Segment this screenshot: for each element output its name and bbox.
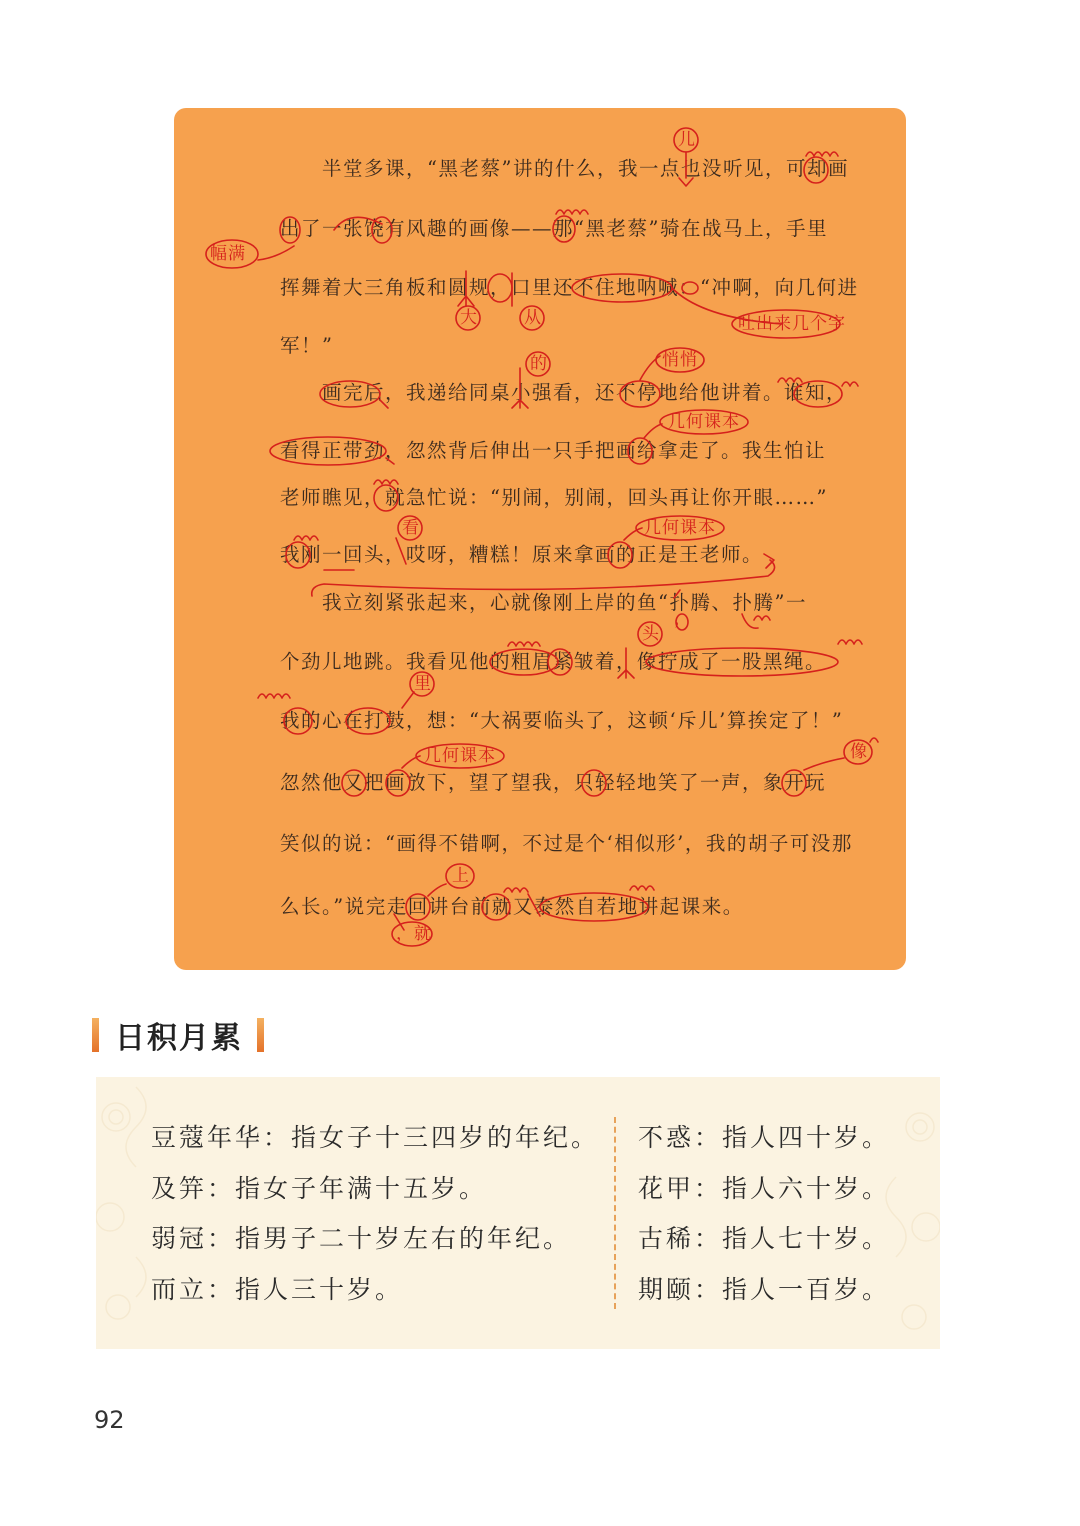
idiom-item: 不惑：指人四十岁。 [638,1123,891,1152]
essay-line-7: 老师瞧见，就急忙说：“别闹，别闹，回头再让你开眼……” [280,486,828,509]
page-number: 92 [94,1406,125,1434]
idiom-item: 古稀：指人七十岁。 [638,1224,891,1253]
essay-line-8: 我刚一回头，哎呀，糟糕！原来拿画的正是王老师。 [280,543,764,566]
essay-card [174,108,906,970]
correction-text: 几何课本 [668,412,740,432]
correction-text: 儿 [678,130,696,150]
correction-text: 看 [402,518,420,538]
correction-text: ，就 [396,924,432,944]
header-accent-bar [257,1018,264,1052]
correction-text: 里 [414,674,432,694]
essay-line-14: 么长。”说完走回讲台前就又泰然自若地讲起课来。 [280,895,744,918]
correction-text: 几何课本 [644,518,716,538]
correction-text: 悄悄 [662,350,698,370]
idiom-box [96,1077,940,1349]
header-accent-bar [92,1018,99,1052]
section-title: 日积月累 [115,1021,243,1056]
idiom-list-left [151,1119,599,1321]
correction-text: 吐出来几个字 [738,314,846,334]
essay-line-9: 我立刻紧张起来，心就像刚上岸的鱼“扑腾、扑腾”一 [280,591,807,614]
essay-line-3: 挥舞着大三角板和圆规，口里还不住地呐喊：“冲啊，向几何进 [280,276,859,299]
correction-text: 上 [452,866,470,886]
idiom-item: 弱冠：指男子二十岁左右的年纪。 [151,1224,572,1253]
idiom-item: 及笄：指女子年满十五岁。 [151,1173,488,1203]
idiom-item: 而立：指人三十岁。 [151,1274,404,1304]
essay-line-11: 我的心在打鼓，想：“大祸要临头了，这顿‘斥儿’算挨定了！” [280,709,844,732]
idiom-item: 花甲：指人六十岁。 [638,1173,891,1203]
correction-text: 大 [460,308,478,328]
idiom-item: 期颐：指人一百岁。 [638,1274,891,1304]
column-divider [614,1117,616,1309]
essay-line-5: 画完后，我递给同桌小强看，还不停地给他讲着。谁知， [280,381,848,404]
section-header [92,1010,264,1060]
correction-text: 头 [642,624,660,644]
essay-line-12: 忽然他又把画放下，望了望我，只轻轻地笑了一声，象开玩 [280,771,827,794]
essay-line-6: 看得正带劲，忽然背后伸出一只手把画给拿走了。我生怕让 [280,439,827,462]
essay-line-13: 笑似的说：“画得不错啊，不过是个‘相似形’，我的胡子可没那 [280,832,853,855]
idiom-item: 豆蔻年华：指女子十三四岁的年纪。 [151,1123,600,1152]
correction-text: 像 [850,742,868,762]
correction-text: 幅满 [210,244,246,264]
correction-text: 几何课本 [424,746,496,766]
essay-line-1: 半堂多课，“黑老蔡”讲的什么，我一点也没听见，可却画 [280,157,849,180]
correction-text: ， [674,609,692,629]
essay-line-4: 军！” [280,334,334,357]
essay-line-2: 出了一张饶有风趣的画像——那“黑老蔡”骑在战马上，手里 [280,217,828,240]
correction-text: 从 [524,308,542,328]
correction-text: 的 [530,354,548,374]
essay-line-10: 个劲儿地跳。我看见他的粗眉紧皱着，像拧成了一股黑绳。 [280,650,827,673]
idiom-list-right [638,1119,890,1321]
